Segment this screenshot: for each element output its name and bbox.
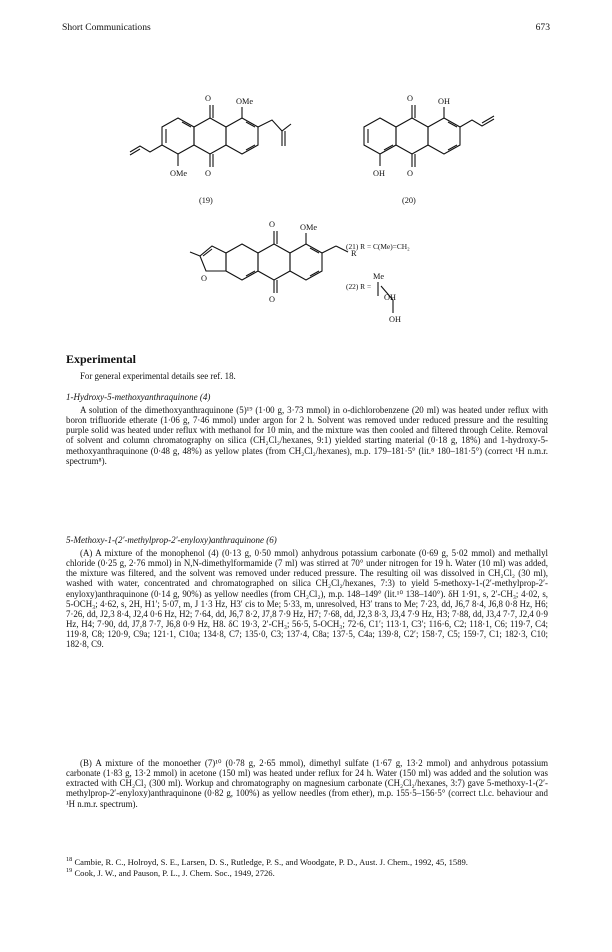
- furan-oxygen: O: [201, 274, 207, 283]
- reference-18: [66, 857, 548, 867]
- compound-4-paragraph: [66, 405, 548, 466]
- journal-title: Short Communications: [62, 22, 151, 33]
- compound-6-text-b: (B) A mixture of the monoether (7)¹⁰ (0·78 g, 2·65 mmol), dimethyl sulfate (1·67 g, 13·2 mmol) and anhydrous potassium carbonate (1·83 g, 13·2 mmol) in acetone (150 ml) was heated under reflux for 24 h. Water (150 ml) was added and the solution was extracted with CH₂Cl₂ (300 ml). Workup and chromatography on magnesium carbonate (CH₂Cl₂/hexanes, 3:7) gave 5-methoxy-1-(2′-methylprop-2′-enyloxy)anthraquinone (0·82 g, 100%) as yellow needles (from ether), m.p. 155·5–156·5° (correct t.l.c. behaviour and ¹H n.m.r. spectrum).: [66, 758, 548, 809]
- carbonyl-o-21-top: O: [269, 220, 275, 229]
- reference-text: Cook, J. W., and Pauson, P. L., J. Chem. Soc., 1949, 2726.: [74, 868, 275, 879]
- compound-4-heading: 1-Hydroxy-5-methoxyanthraquinone (4): [66, 392, 211, 402]
- compound-19-label: (19): [199, 196, 213, 205]
- general-details-paragraph: [66, 371, 548, 381]
- chemical-structures-figure: [0, 0, 612, 350]
- r-group-label: R: [351, 249, 357, 258]
- page-number: 673: [535, 22, 550, 33]
- compound-20-label: (20): [402, 196, 416, 205]
- experimental-heading: Experimental: [66, 352, 136, 366]
- ome-label-21: OMe: [300, 223, 318, 232]
- compound-6-heading: 5-Methoxy-1-(2′-methylprop-2′-enyloxy)anthraquinone (6): [66, 535, 277, 545]
- oh-label-22-second: OH: [389, 315, 401, 324]
- carbonyl-o-20-bottom: O: [407, 169, 413, 178]
- general-details-text: For general experimental details see ref. 18.: [80, 371, 236, 381]
- compound-6-paragraph-a: [66, 548, 548, 650]
- ome-label-19-bottom: OMe: [170, 169, 188, 178]
- me-label-22: Me: [373, 272, 385, 281]
- carbonyl-o-20-top: O: [407, 94, 413, 103]
- reference-number: 19: [66, 867, 73, 875]
- legend-21: (21) R = C(Me)=CH₂: [346, 242, 410, 251]
- reference-number: 18: [66, 856, 73, 864]
- compound-4-text: A solution of the dimethoxyanthraquinone (5)¹⁹ (1·00 g, 3·73 mmol) in o-dichlorobenzene (20 ml) was heated under reflux with boron trifluoride etherate (1·06 g, 7·46 mmol) under argon for 2 h. Solvent was removed under reduced pressure and the resulting purple solid was heated under reflux with methanol for 10 min, and the mixture was then cooled and filtered through Celite. Removal of solvent and column chromatography on silica (CH₂Cl₂/hexanes, 9:1) yielded starting material (0·18 g, 18%) and 1-hydroxy-5-methoxyanthraquinone (0·48 g, 48%) as yellow plates (from CH₂Cl₂/hexanes), m.p. 179–181·5° (lit.⁸ 180–181·5°) (correct ¹H n.m.r. spectrum⁸).: [66, 405, 548, 466]
- carbonyl-o-19-bottom: O: [205, 169, 211, 178]
- oh-label-22-first: OH: [384, 293, 396, 302]
- structure-20: [364, 105, 494, 167]
- ome-label-19-top: OMe: [236, 97, 254, 106]
- legend-22: (22) R =: [346, 282, 372, 291]
- carbonyl-o-19-top: O: [205, 94, 211, 103]
- reference-19: [66, 868, 548, 878]
- compound-6-paragraph-b: [66, 758, 548, 809]
- structure-19: [130, 105, 291, 167]
- oh-label-20-bottom: OH: [373, 169, 385, 178]
- oh-label-20-top: OH: [438, 97, 450, 106]
- reference-text: Cambie, R. C., Holroyd, S. E., Larsen, D. S., Rutledge, P. S., and Woodgate, P. D., Aust. J. Chem., 1992, 45, 1589.: [74, 857, 468, 867]
- compound-6-text-a: (A) A mixture of the monophenol (4) (0·13 g, 0·50 mmol) anhydrous potassium carbonate (0·69 g, 5·02 mmol) and methallyl chloride (0·25 g, 2·76 mmol) in N,N-dimethylformamide (7 ml) was stirred at 70° under nitrogen for 19 h. Water (10 ml) was added, the mixture was filtered, and the solvent was removed under reduced pressure. The resulting oil was dissolved in CH₂Cl₂ (30 ml), washed with water, concentrated and chromatographed on silica CH₂Cl₂/hexanes, 7:3) to yield 5-methoxy-1-(2′-methylprop-2′-enyloxy)anthraquinone (0·14 g, 90%) as yellow needles (from CH₂Cl₂), m.p. 148–149° (lit.¹⁰ 138–140°). δH 1·91, s, 2′-CH₃; 4·02, s, 5-OCH₃; 4·62, s, 2H, H1′; 5·07, m, J 1·3 Hz, H3′ cis to Me; 5·33, m, unresolved, H3′ trans to Me; 7·23, dd, J6,7 8·4, J6,8 0·8 Hz, H6; 7·26, dd, J2,3 8·4, J2,4 0·6 Hz, H2; 7·64, dd, J6,7 8·2, J7,8 7·9 Hz, H7; 7·68, dd, J2,3 8·3, J3,4 7·9 Hz, H3; 7·88, dd, J3,4 7·7, J2,4 0·9 Hz, H4; 7·90, dd, J7,8 7·7, J6,8 0·9 Hz, H8. δC 19·3, 2′-CH₃; 56·5, 5-OCH₃; 72·6, C1′; 113·1, C3′; 116·6, C2; 118·1, C6; 119·7, C4; 119·8, C8; 120·9, C9a; 121·1, C10a; 134·8, C7; 135·0, C3; 137·4, C8a; 137·5, C4a; 139·8, C2′; 158·7, C5; 159·7, C1; 182·3, C10; 182·8, C9.: [66, 548, 548, 650]
- carbonyl-o-21-bottom: O: [269, 295, 275, 304]
- references: [66, 857, 548, 879]
